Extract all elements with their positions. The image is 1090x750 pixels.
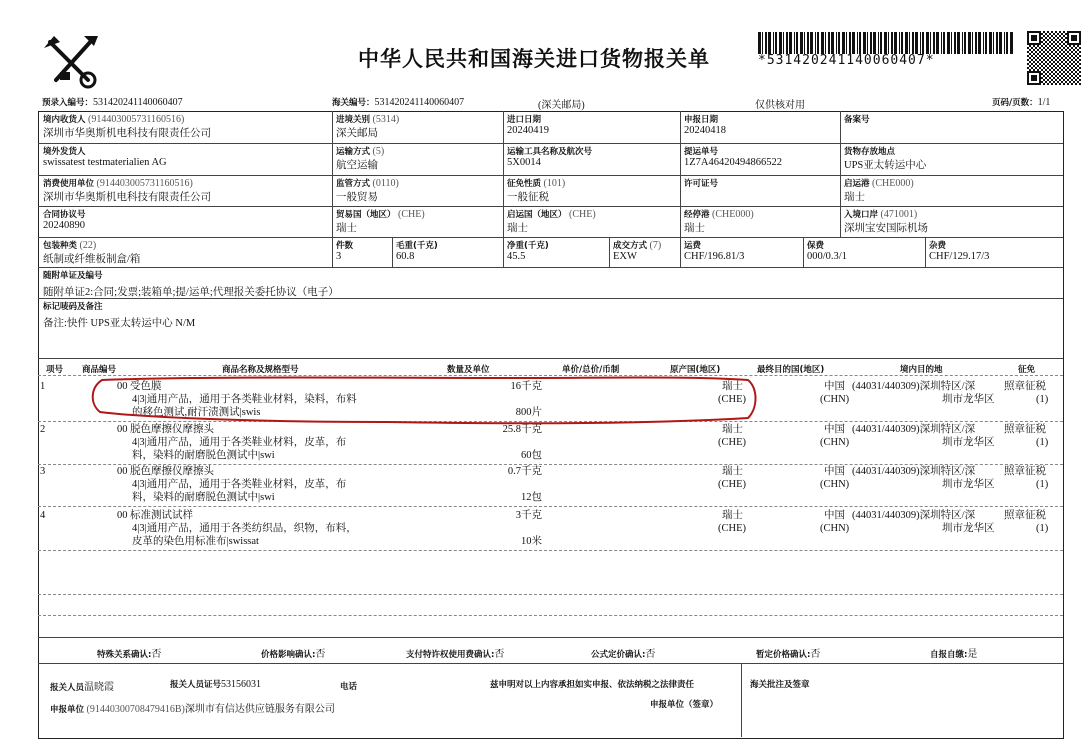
item-qty-unit: 60包 [521,450,542,461]
item-tax: 照章征税 [1004,510,1046,521]
item-qty-unit: 12包 [521,492,542,503]
item-origin: 瑞士 [722,466,743,477]
customs-office: (深关邮局) [538,100,585,111]
pack-cell: 包装种类 (22) 纸制或纤维板制盒/箱 [43,240,141,265]
item-dest: 中国 [824,381,845,392]
col-dest: 最终目的国(地区) [757,365,825,375]
item-district: (44031/440309)深圳特区/深 [852,424,976,435]
col-qty: 数量及单位 [447,365,490,375]
trade-country-cell: 贸易国（地区） (CHE) 瑞士 [336,209,425,234]
item-origin-code: (CHE) [718,479,746,490]
item-dest: 中国 [824,424,845,435]
formula-price-confirm: 公式定价确认:否 [591,649,656,660]
entry-port-cell: 进境关别 (5314) 深关邮局 [336,114,400,139]
page-number: 页码/页数：1/1 [992,97,1051,108]
item-origin: 瑞士 [722,381,743,392]
license-cell: 许可证号 [684,179,719,189]
item-origin: 瑞士 [722,510,743,521]
item-no: 4 [40,510,46,521]
item-district-2: 圳市龙华区 [942,437,995,448]
item-dest: 中国 [824,510,845,521]
item-spec-line2: 皮革的染色用标准布|swissat [132,536,259,547]
item-no: 2 [40,424,46,435]
form-title: 中华人民共和国海关进口货物报关单 [358,46,710,71]
item-tax: 照章征税 [1004,424,1046,435]
record-no-cell: 备案号 [844,115,870,125]
col-item-no: 项号 [46,365,64,375]
import-date-cell: 进口日期 20240419 [507,115,549,136]
item-qty: 0.7千克 [507,466,542,477]
item-qty: 16千克 [510,381,542,392]
transport-cell: 运输方式 (5) 航空运输 [336,146,385,171]
col-price: 单价/总价/币制 [562,365,620,375]
col-code: 商品编号 [82,365,117,375]
shipper-cell: 境外发货人 swissatest testmaterialien AG [43,147,167,168]
bill-cell: 提运单号 1Z7A46420494866522 [684,147,782,168]
declare-unit: 申报单位 (91440300708479416B)深圳市有信达供应链服务有限公司 [50,704,335,715]
col-name: 商品名称及规格型号 [222,365,299,375]
pieces-cell: 件数 3 [336,241,354,262]
dep-port-cell: 启运港 (CHE000) 瑞士 [844,178,914,203]
declare-date-cell: 申报日期 20240418 [684,115,726,136]
col-district: 境内目的地 [900,365,943,375]
unit-sign: 申报单位（签章） [650,700,719,710]
item-district: (44031/440309)深圳特区/深 [852,466,976,477]
item-spec-line1: 4|3|通用产品，通用于各类鞋业材料，皮革，布 [132,479,347,490]
royalty-confirm: 支付特许权使用费确认:否 [406,649,505,660]
item-qty-unit: 10米 [521,536,542,547]
item-tax-code: (1) [1036,523,1049,534]
declarant-cert: 报关人员证号53156031 [170,679,262,690]
statement: 兹申明对以上内容承担如实申报、依法纳税之法律责任 [490,680,695,690]
item-code: 00 [117,510,128,521]
misc-cell: 杂费 CHF/129.17/3 [929,241,990,262]
col-origin: 原产国(地区) [670,365,721,375]
red-highlight-annotation [88,374,760,426]
deal-cell: 成交方式 (7) EXW [613,240,662,262]
net-cell: 净重(千克) 45.5 [507,241,549,262]
item-name: 标准测试试样 [130,510,193,521]
item-no: 1 [40,381,46,392]
item-origin-code: (CHE) [718,523,746,534]
declarant: 报关人员温晓霞 [50,682,115,693]
via-port-cell: 经停港 (CHE000) 瑞士 [684,209,754,234]
gross-cell: 毛重(千克) 60.8 [396,241,438,262]
item-spec-line2: 料，染料的耐磨脱色测试中|swi [132,492,275,503]
item-origin-code: (CHE) [718,437,746,448]
insurance-cell: 保费 000/0.3/1 [807,241,847,262]
barcode-text: *53142024114006040​7* [758,53,935,68]
item-code: 00 [117,381,128,392]
item-dest-code: (CHN) [820,437,850,448]
item-tax: 照章征税 [1004,466,1046,477]
customs-emblem [40,32,104,90]
marks-cell: 标记唛码及备注 备注:快件 UPS亚太转运中心 N/M [43,302,196,329]
verify-note: 仅供核对用 [755,100,805,111]
item-district-2: 圳市龙华区 [942,523,995,534]
item-tax-code: (1) [1036,437,1049,448]
item-district: (44031/440309)深圳特区/深 [852,510,976,521]
item-name: 脱色摩擦仪摩擦头 [130,466,214,477]
user-cell: 消费使用单位 (91440300573116051​6) 深圳市华奥斯机电科技有限责任公司 [43,178,211,203]
item-dest-code: (CHN) [820,394,850,405]
item-origin-code: (CHE) [718,394,746,405]
item-tax: 照章征税 [1004,381,1046,392]
item-spec-line2: 料，染料的耐磨脱色测试中|swi [132,450,275,461]
special-relation-confirm: 特殊关系确认:否 [97,649,162,660]
item-qty: 3千克 [515,510,542,521]
item-name: 受色膜 [130,381,162,392]
item-dest-code: (CHN) [820,523,850,534]
storage-cell: 货物存放地点 UPS亚太转运中心 [844,147,927,171]
qr-code [1027,31,1081,85]
item-no: 3 [40,466,46,477]
freight-cell: 运费 CHF/196.81/3 [684,241,745,262]
item-spec-line1: 4|3|通用产品，通用于各类鞋业材料，皮革，布 [132,437,347,448]
tentative-price-confirm: 暂定价格确认:否 [756,649,821,660]
self-pay-confirm: 自报自缴:是 [930,649,978,660]
item-tax-code: (1) [1036,479,1049,490]
item-code: 00 [117,466,128,477]
consignee-cell: 境内收货人 (91440300573116051​6) 深圳市华奥斯机电科技有限责任公司 [43,114,211,139]
price-impact-confirm: 价格影响确认:否 [261,649,326,660]
vehicle-cell: 运输工具名称及航次号 5X0014 [507,147,593,168]
item-district-2: 圳市龙华区 [942,479,995,490]
supervision-cell: 监管方式 (0110) 一般贸易 [336,178,399,203]
col-tax: 征免 [1018,365,1036,375]
tax-nature-cell: 征免性质 (101) 一般征税 [507,178,566,203]
item-qty-unit: 800片 [515,407,542,418]
customs-number: 海关编号：531420241140060407 [332,97,465,108]
prereg-number: 预录入编号：531420241140060407 [42,97,183,108]
item-spec-line2: 的移色测试,耐汗渍测试|swis [132,407,261,418]
item-spec-line1: 4|3|通用产品，通用于各类纺织品，织物，布料， [132,523,357,534]
phone-label: 电话 [340,682,358,692]
entry-cell: 入境口岸 (471001) 深圳宝安国际机场 [844,209,928,234]
customs-sign: 海关批注及签章 [750,680,810,690]
item-district: (44031/440309)深圳特区/深 [852,381,976,392]
origin-country-cell: 启运国（地区） (CHE) 瑞士 [507,209,596,234]
item-origin: 瑞士 [722,424,743,435]
consignee-name: 深圳市华奥斯机电科技有限责任公司 [43,128,211,139]
item-district-2: 圳市龙华区 [942,394,995,405]
item-dest: 中国 [824,466,845,477]
item-spec-line1: 4|3|通用产品，通用于各类鞋业材料，染料，布料 [132,394,357,405]
docs-cell: 随附单证及编号 随附单证2:合同;发票;装箱单;提/运单;代理报关委托协议（电子） [43,271,339,298]
item-tax-code: (1) [1036,394,1049,405]
item-code: 00 [117,424,128,435]
item-qty: 25.8千克 [502,424,542,435]
contract-cell: 合同协议号 20240890 [43,210,86,231]
item-name: 脱色摩擦仪摩擦头 [130,424,214,435]
item-dest-code: (CHN) [820,479,850,490]
